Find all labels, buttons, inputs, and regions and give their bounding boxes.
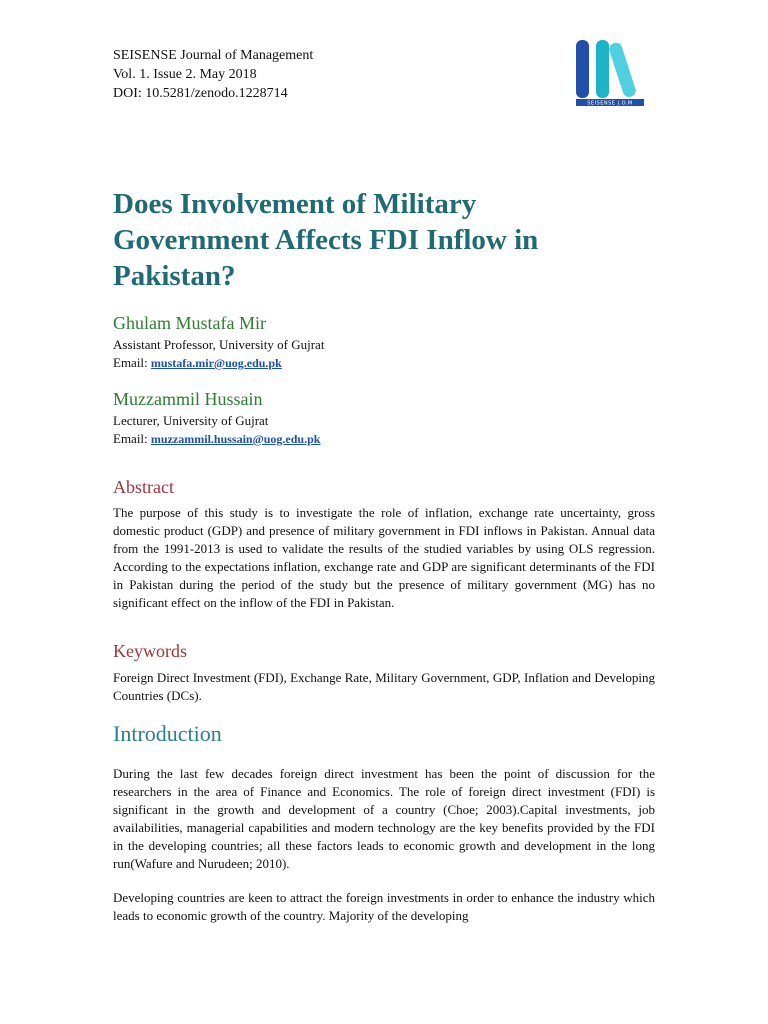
email-label: Email: bbox=[113, 431, 151, 446]
author-email-link[interactable]: muzzammil.hussain@uog.edu.pk bbox=[150, 432, 321, 446]
logo-bar-3 bbox=[608, 41, 638, 98]
introduction-heading: Introduction bbox=[113, 721, 222, 746]
logo-text: SEISENSE J.O.M bbox=[587, 100, 633, 107]
keywords-text: Foreign Direct Investment (FDI), Exchange Rate, Military Government, GDP, Inflation and Developing Countries (DCs). bbox=[113, 670, 655, 703]
journal-name: SEISENSE Journal of Management bbox=[113, 48, 314, 63]
abstract-text: The purpose of this study is to investigate the role of inflation, exchange rate uncertainty, gross domestic product (GDP) and presence of military government in FDI inflows in Pakistan. Annual data from the 1991-2013 is used to validate the results of the studied variables by using OLS regression. According to the expectations inflation, exchange rate and GDP are significant determinants of the FDI in Pakistan during the period of the study but the presence of military government (MG) has no significant effect on the inflow of the FDI in Pakistan. bbox=[113, 505, 655, 610]
journal-logo bbox=[574, 38, 646, 108]
journal-volume: Vol. 1. Issue 2. May 2018 bbox=[113, 67, 257, 82]
journal-info bbox=[113, 46, 313, 103]
author-email-line bbox=[113, 354, 324, 372]
abstract-heading: Abstract bbox=[113, 477, 174, 497]
email-label: Email: bbox=[113, 355, 151, 370]
author-email-line bbox=[113, 430, 320, 448]
author-email-link[interactable]: mustafa.mir@uog.edu.pk bbox=[150, 356, 282, 370]
keywords-heading: Keywords bbox=[113, 641, 187, 661]
author-name: Muzzammil Hussain bbox=[113, 389, 263, 409]
author-block-1 bbox=[113, 312, 324, 372]
author-block-2 bbox=[113, 388, 320, 448]
author-position: Assistant Professor, University of Gujrat bbox=[113, 337, 325, 352]
logo-bar-1 bbox=[576, 40, 589, 98]
introduction-paragraph-1: During the last few decades foreign direct investment has been the point of discussion for the researchers in the area of Finance and Economics. The role of foreign direct investment (FDI) is significant in the growth and development of a country (Choe; 2003).Capital investments, job availabilities, managerial capabilities and modern technology are the key benefits provided by the FDI in the developing countries; all these factors leads to economic growth and development in the long run(Wafure and Nurudeen; 2010). bbox=[113, 766, 655, 871]
author-name: Ghulam Mustafa Mir bbox=[113, 313, 266, 333]
introduction-paragraph-2: Developing countries are keen to attract the foreign investments in order to enhance the industry which leads to economic growth of the country. Majority of the developing bbox=[113, 890, 655, 923]
logo-bar-2 bbox=[596, 40, 609, 98]
paper-title: Does Involvement of Military Government Affects FDI Inflow in Pakistan? bbox=[113, 188, 539, 292]
journal-doi: DOI: 10.5281/zenodo.1228714 bbox=[113, 86, 288, 101]
author-position: Lecturer, University of Gujrat bbox=[113, 413, 269, 428]
